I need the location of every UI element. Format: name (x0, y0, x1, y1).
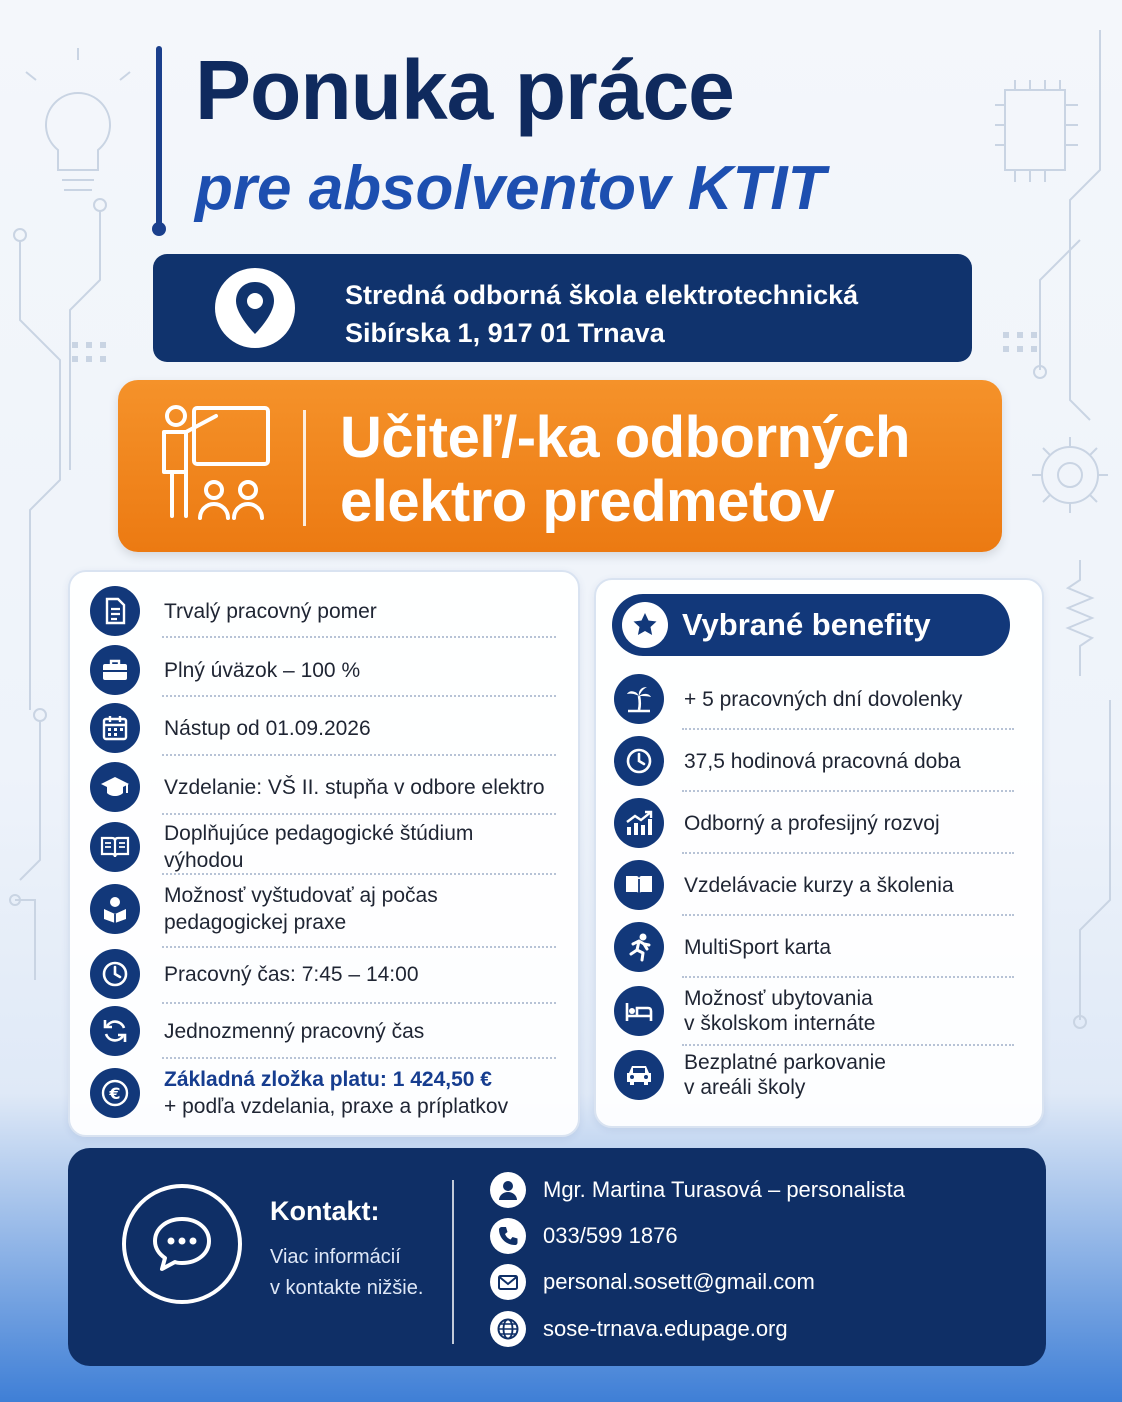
palm-tree-icon (614, 674, 664, 724)
benefits-title: Vybrané benefity (682, 607, 931, 642)
salary-note: + podľa vzdelania, praxe a príplatkov (164, 1095, 509, 1118)
list-item (90, 645, 556, 695)
contact-subtitle (270, 1242, 423, 1304)
role-separator (303, 410, 306, 526)
condition-text: Plný úväzok – 100 % (164, 658, 361, 682)
svg-text:€: € (109, 1084, 121, 1103)
school-address: Sibírska 1, 917 01 Trnava (345, 318, 665, 348)
address-text (345, 276, 858, 352)
graduation-cap-icon (90, 762, 140, 812)
title-accent-bar (156, 46, 162, 228)
list-item (614, 798, 1022, 848)
chat-bubble-icon (122, 1184, 242, 1304)
document-icon (90, 586, 140, 636)
benefit-text-line1: Možnosť ubytovania (684, 987, 873, 1010)
phone-icon (490, 1218, 526, 1254)
book-icon (90, 822, 140, 872)
job-conditions-card (68, 570, 580, 1137)
contact-person (490, 1172, 905, 1208)
contact-person-name: Mgr. Martina Turasová – personalista (543, 1177, 905, 1202)
condition-text: Nástup od 01.09.2026 (164, 716, 371, 740)
person-icon (490, 1172, 526, 1208)
benefit-text-line1: Bezplatné parkovanie (684, 1051, 886, 1074)
page-subtitle: pre absolventov KTIT (195, 154, 826, 223)
benefit-text: Odborný a profesijný rozvoj (684, 811, 940, 835)
clock-icon (614, 736, 664, 786)
list-item (614, 736, 1022, 786)
benefit-text: Vzdelávacie kurzy a školenia (684, 873, 954, 897)
list-item (614, 1050, 1022, 1100)
condition-text (164, 882, 438, 936)
open-book-icon (614, 860, 664, 910)
contact-subtitle-line2: v kontakte nižšie. (270, 1277, 424, 1299)
benefit-text-line2: v areáli školy (684, 1076, 806, 1099)
contact-email-address[interactable]: personal.sosett@gmail.com (543, 1269, 815, 1294)
growth-chart-icon (614, 798, 664, 848)
benefit-text-line2: v školskom internáte (684, 1012, 876, 1035)
car-icon (614, 1050, 664, 1100)
location-pin-icon (215, 268, 295, 348)
job-title-line2: elektro predmetov (340, 469, 835, 534)
briefcase-icon (90, 645, 140, 695)
globe-icon (490, 1311, 526, 1347)
list-item (614, 674, 1022, 724)
salary-text (164, 1066, 508, 1120)
list-item (614, 986, 1022, 1036)
condition-text-line2: pedagogickej praxe (164, 911, 347, 934)
benefit-text: MultiSport karta (684, 935, 832, 959)
running-person-icon (614, 922, 664, 972)
list-item (90, 586, 556, 636)
address-banner (153, 254, 972, 362)
benefit-text (684, 986, 875, 1036)
list-item (90, 949, 556, 999)
clock-icon (90, 949, 140, 999)
contact-website-url[interactable]: sose-trnava.edupage.org (543, 1316, 788, 1341)
contact-separator (452, 1180, 454, 1344)
page-title: Ponuka práce (195, 43, 734, 137)
job-title-line1: Učiteľ/-ka odborných (340, 405, 910, 470)
job-role-banner (118, 380, 1002, 552)
benefit-text: + 5 pracovných dní dovolenky (684, 687, 963, 711)
teacher-icon (154, 402, 274, 530)
benefits-header (612, 594, 1010, 656)
condition-text: Jednozmenný pracovný čas (164, 1019, 425, 1043)
contact-phone-number[interactable]: 033/599 1876 (543, 1223, 678, 1248)
star-icon (622, 602, 668, 648)
condition-text: Pracovný čas: 7:45 – 14:00 (164, 962, 419, 986)
condition-text: Trvalý pracovný pomer (164, 599, 377, 623)
list-item (614, 922, 1022, 972)
list-item (90, 1006, 556, 1056)
student-reading-icon (90, 884, 140, 934)
calendar-icon (90, 703, 140, 753)
list-item (614, 860, 1022, 910)
salary-item (90, 1066, 556, 1120)
school-name: Stredná odborná škola elektrotechnická (345, 280, 859, 310)
condition-text: Doplňujúce pedagogické štúdium výhodou (164, 822, 474, 872)
benefit-text: 37,5 hodinová pracovná doba (684, 749, 961, 773)
refresh-icon (90, 1006, 140, 1056)
condition-text-line1: Možnosť vyštudovať aj počas (164, 884, 438, 907)
list-item (90, 762, 556, 812)
contact-website[interactable] (490, 1311, 788, 1347)
mail-icon (490, 1264, 526, 1300)
euro-icon (90, 1068, 140, 1118)
contact-phone[interactable] (490, 1218, 678, 1254)
benefit-text (684, 1050, 886, 1100)
benefits-card (594, 578, 1044, 1128)
bed-icon (614, 986, 664, 1036)
contact-panel (68, 1148, 1046, 1366)
contact-email[interactable] (490, 1264, 815, 1300)
contact-subtitle-line1: Viac informácií (270, 1246, 401, 1268)
contact-title: Kontakt: (270, 1196, 380, 1226)
list-item (90, 882, 556, 936)
condition-text: Vzdelanie: VŠ II. stupňa v odbore elektro (164, 775, 545, 799)
list-item (90, 703, 556, 753)
salary-base: Základná zložka platu: 1 424,50 € (164, 1068, 492, 1091)
list-item (90, 820, 556, 874)
job-title (340, 406, 910, 534)
